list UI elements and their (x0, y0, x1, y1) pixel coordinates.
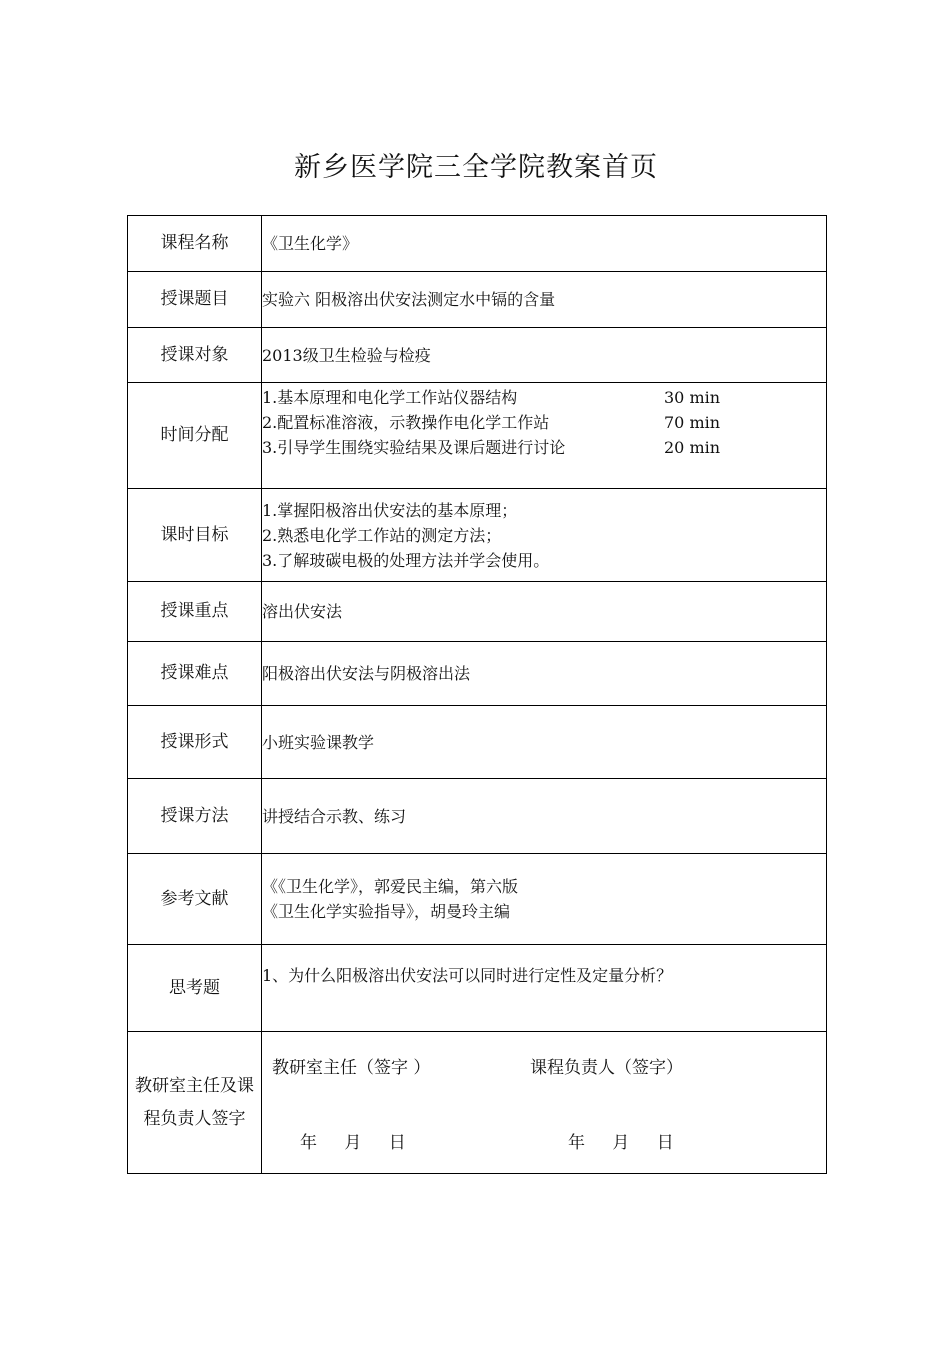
reference-item: 《卫生化学实验指导》，胡曼玲主编 (262, 902, 511, 921)
course-lead-date: 年 月 日 (568, 1133, 674, 1153)
director-date: 年 月 日 (300, 1133, 406, 1153)
time-item: 2.配置标准溶液，示教操作电化学工作站 70 min (262, 413, 721, 432)
value-course-name: 《卫生化学》 (262, 216, 827, 272)
value-time-allocation (262, 383, 827, 489)
label-method: 授课方法 (128, 779, 262, 854)
value-topic: 实验六 阳极溶出伏安法测定水中镉的含量 (262, 272, 827, 328)
row-audience (128, 328, 827, 383)
value-questions: 1、为什么阳极溶出伏安法可以同时进行定性及定量分析？ (262, 945, 827, 1032)
label-audience: 授课对象 (128, 328, 262, 383)
label-course-name: 课程名称 (128, 216, 262, 272)
objective-item: 2.熟悉电化学工作站的测定方法； (262, 525, 502, 545)
value-signatures (262, 1032, 827, 1174)
label-references: 参考文献 (128, 854, 262, 945)
value-key-points: 溶出伏安法 (262, 582, 827, 642)
label-questions: 思考题 (128, 945, 262, 1032)
objective-item: 3.了解玻碳电极的处理方法并学会使用。 (262, 550, 550, 570)
objective-item: 1.掌握阳极溶出伏安法的基本原理； (262, 500, 518, 520)
label-signatures: 教研室主任及课程负责人签字 (128, 1032, 262, 1174)
row-difficulties (128, 642, 827, 706)
row-signatures (128, 1032, 827, 1174)
director-signature-label: 教研室主任（签字 ） (272, 1058, 431, 1078)
value-difficulties: 阳极溶出伏安法与阴极溶出法 (262, 642, 827, 706)
row-references (128, 854, 827, 945)
label-objectives: 课时目标 (128, 489, 262, 582)
label-difficulties: 授课难点 (128, 642, 262, 706)
time-item: 1.基本原理和电化学工作站仪器结构 30 min (262, 388, 721, 407)
value-references (262, 854, 827, 945)
row-questions (128, 945, 827, 1032)
row-course-name (128, 216, 827, 272)
row-format (128, 706, 827, 779)
label-key-points: 授课重点 (128, 582, 262, 642)
label-format: 授课形式 (128, 706, 262, 779)
row-objectives (128, 489, 827, 582)
row-key-points (128, 582, 827, 642)
value-audience: 2013级卫生检验与检疫 (262, 328, 827, 383)
reference-item: 《《卫生化学》，郭爱民主编，第六版 (262, 877, 519, 896)
row-time-allocation (128, 383, 827, 489)
row-method (128, 779, 827, 854)
value-format: 小班实验课教学 (262, 706, 827, 779)
label-time-allocation: 时间分配 (128, 383, 262, 489)
time-item: 3.引导学生围绕实验结果及课后题进行讨论 20 min (262, 438, 721, 457)
page-title: 新乡医学院三全学院教案首页 (294, 152, 658, 183)
value-method: 讲授结合示教、练习 (262, 779, 827, 854)
label-topic: 授课题目 (128, 272, 262, 328)
course-lead-signature-label: 课程负责人（签字） (530, 1058, 683, 1078)
lesson-plan-table (127, 215, 827, 1174)
value-objectives (262, 489, 827, 582)
row-topic (128, 272, 827, 328)
